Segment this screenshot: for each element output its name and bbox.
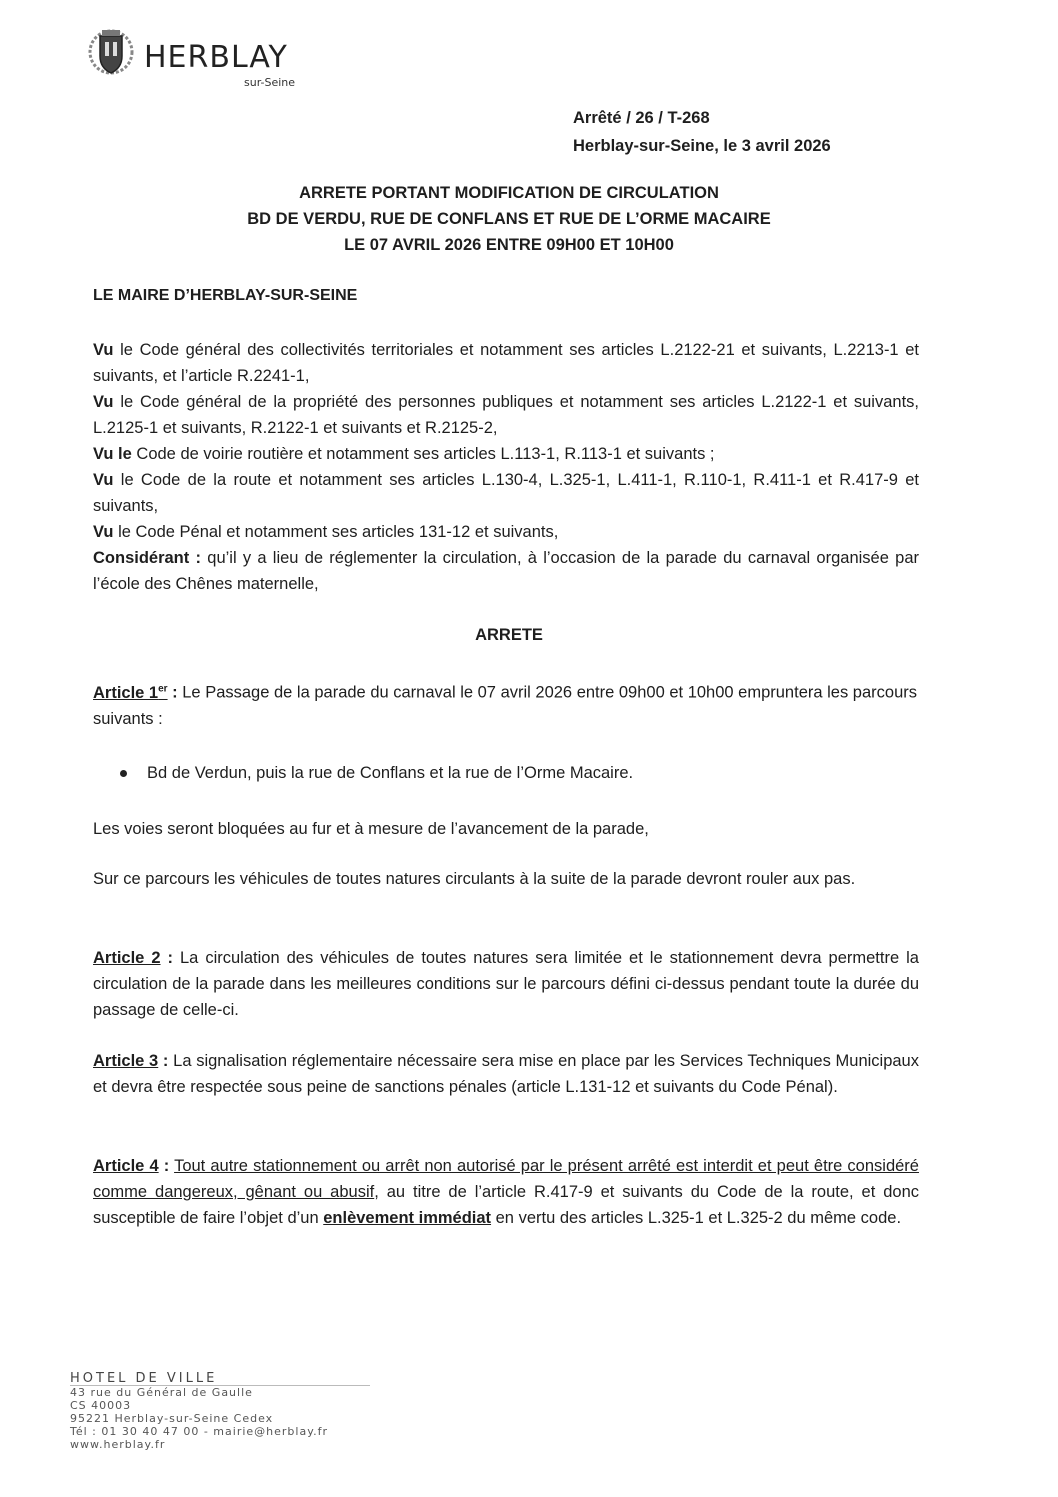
footer-contact: Tél : 01 30 40 47 00 - mairie@herblay.fr — [70, 1425, 329, 1438]
article-3: Article 3 : La signalisation réglementaire nécessaire sera mise en place par les Services Techniques Municipaux et devra être respectée sous peine de sanctions pénales (article L.131-12 et suivants du Code Pénal). — [93, 1052, 919, 1096]
vu-lead: Vu — [93, 523, 114, 541]
footer-city: 95221 Herblay-sur-Seine Cedex — [70, 1412, 274, 1425]
article-1-label: Article 1er — [93, 683, 168, 702]
article-4-label: Article 4 — [93, 1157, 159, 1175]
title-line-2: BD DE VERDU, RUE DE CONFLANS ET RUE DE L’ORME MACAIRE — [247, 210, 771, 228]
article-1-text: Le Passage de la parade du carnaval le 07 avril 2026 entre 09h00 et 10h00 empruntera les parcours suivants : — [93, 683, 917, 728]
bullet-icon — [120, 770, 127, 777]
article-2: Article 2 : La circulation des véhicules de toutes natures sera limitée et le stationnement devra permettre la circulation de la parade dans les meilleures conditions sur le parcours défini ci-dessus pendant toute la durée du passage de celle-ci. — [93, 949, 919, 1019]
vu-section — [93, 337, 919, 597]
article-1: Article 1er : Le Passage de la parade du carnaval le 07 avril 2026 entre 09h00 et 10h00 empruntera les parcours suivants : — [93, 683, 917, 728]
footer-cs: CS 40003 — [70, 1399, 132, 1412]
considerant-lead: Considérant : — [93, 549, 202, 567]
article-3-text: La signalisation réglementaire nécessaire sera mise en place par les Services Techniques Municipaux et devra être respectée sous peine de sanctions pénales (article L.131-12 et suivants du Code Pénal). — [93, 1052, 919, 1096]
arrete-number: Arrêté / 26 / T-268 — [573, 109, 710, 127]
footer-title: HOTEL DE VILLE — [70, 1372, 370, 1386]
vu-item: Vu le Code de voirie routière et notamment ses articles L.113-1, R.113-1 et suivants ; — [93, 445, 715, 463]
article-2-text: La circulation des véhicules de toutes natures sera limitée et le stationnement devra permettre la circulation de la parade dans les meilleures conditions sur le parcours défini ci-dessus pendant toute la durée du passage de celle-ci. — [93, 949, 919, 1019]
article-4-underlined: Tout autre stationnement ou arrêt non autorisé par le présent arrêté est interdit et peut être considéré comme dangereux, gênant ou abusif — [93, 1157, 919, 1201]
document-title — [0, 180, 1018, 258]
maire-heading: LE MAIRE D’HERBLAY-SUR-SEINE — [93, 287, 358, 304]
vu-item: Vu le Code général de la propriété des personnes publiques et notamment ses articles L.2122-1 et suivants, L.2125-1 et suivants, R.2122-1 et suivants et R.2125-2, — [93, 393, 919, 437]
route-list-item — [120, 764, 633, 783]
herblay-logo — [88, 26, 318, 89]
title-line-1: ARRETE PORTANT MODIFICATION DE CIRCULATION — [299, 184, 719, 202]
place-date: Herblay-sur-Seine, le 3 avril 2026 — [573, 137, 831, 155]
route-text: Bd de Verdun, puis la rue de Conflans et la rue de l’Orme Macaire. — [147, 764, 634, 782]
vu-lead: Vu — [93, 341, 114, 359]
article-4: Article 4 : Tout autre stationnement ou arrêt non autorisé par le présent arrêté est interdit et peut être considéré comme dangereux, gênant ou abusif, au titre de l’article R.417-9 et suivants du Code de la route, et donc susceptible de faire l’objet d’un enlèvement immédiat en vertu des articles L.325-1 et L.325-2 du même code. — [93, 1157, 919, 1227]
article-2-label: Article 2 — [93, 949, 161, 967]
footer-address — [70, 1372, 370, 1451]
article-1-para-3: Sur ce parcours les véhicules de toutes natures circulants à la suite de la parade devront rouler aux pas. — [93, 870, 856, 888]
footer-street: 43 rue du Général de Gaulle — [70, 1386, 253, 1399]
considerant-item: Considérant : qu’il y a lieu de réglementer la circulation, à l’occasion de la parade du carnaval organisée par l’école des Chênes maternelle, — [93, 549, 919, 593]
vu-lead: Vu le — [93, 445, 132, 463]
vu-item: Vu le Code de la route et notamment ses articles L.130-4, L.325-1, L.411-1, R.110-1, R.411-1 et R.417-9 et suivants, — [93, 471, 919, 515]
vu-item: Vu le Code Pénal et notamment ses articles 131-12 et suivants, — [93, 523, 559, 541]
article-1-para-2: Les voies seront bloquées au fur et à mesure de l’avancement de la parade, — [93, 820, 649, 838]
coat-of-arms-icon — [88, 26, 134, 78]
vu-lead: Vu — [93, 393, 114, 411]
vu-lead: Vu — [93, 471, 114, 489]
logo-subtitle: sur-Seine — [244, 76, 296, 89]
document-reference — [573, 104, 831, 160]
footer-website: www.herblay.fr — [70, 1438, 166, 1451]
title-line-3: LE 07 AVRIL 2026 ENTRE 09H00 ET 10H00 — [344, 236, 674, 254]
arrete-heading: ARRETE — [475, 626, 543, 644]
logo-name: HERBLAY — [144, 40, 288, 75]
article-3-label: Article 3 — [93, 1052, 159, 1070]
article-4-emphasis: enlèvement immédiat — [323, 1209, 492, 1227]
vu-item: Vu le Code général des collectivités territoriales et notamment ses articles L.2122-21 et suivants, L.2213-1 et suivants, et l’article R.2241-1, — [93, 341, 919, 385]
